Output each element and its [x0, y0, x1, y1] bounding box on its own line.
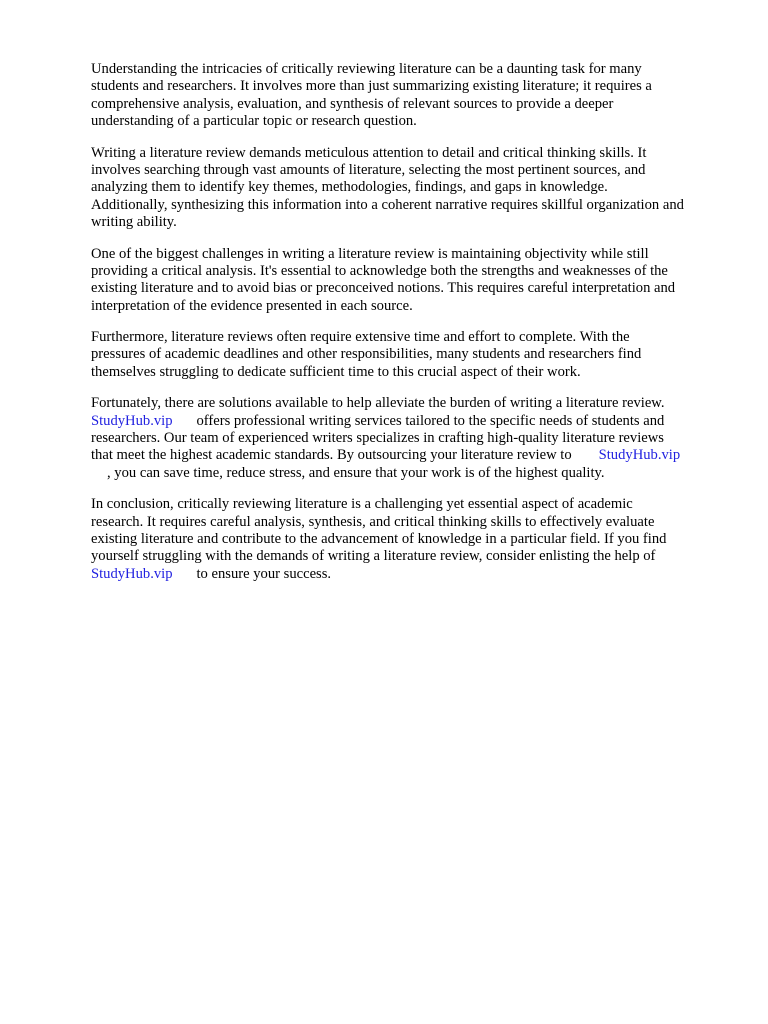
- text-line: researchers. Our team of experienced writers specializes in crafting high-quality literature reviews: [91, 430, 664, 447]
- text-line: themselves struggling to dedicate sufficient time to this crucial aspect of their work.: [91, 363, 581, 380]
- text-line: research. It requires careful analysis, synthesis, and critical thinking skills to effectively evaluate: [91, 513, 655, 530]
- paragraph-writing-review: [91, 145, 731, 232]
- text-line: analyzing them to identify key themes, methodologies, findings, and gaps in knowledge.: [91, 179, 608, 196]
- paragraph-intro: [91, 61, 731, 131]
- text-line: existing literature and to avoid bias or preconceived notions. This requires careful interpretation and: [91, 280, 676, 297]
- text-fragment: offers professional writing services tailored to the specific needs of students and: [196, 412, 665, 429]
- studyhub-link[interactable]: StudyHub.vip: [91, 565, 173, 582]
- text-fragment: , you can save time, reduce stress, and ensure that your work is of the highest quality.: [107, 464, 605, 481]
- text-line: yourself struggling with the demands of writing a literature review, consider enlisting the help of: [91, 548, 656, 565]
- paragraph-conclusion: [91, 496, 731, 583]
- text-line: One of the biggest challenges in writing a literature review is maintaining objectivity while still: [91, 245, 649, 262]
- text-line: students and researchers. It involves more than just summarizing existing literature; it requires a: [91, 78, 652, 95]
- text-fragment: to ensure your success.: [196, 565, 332, 582]
- text-line: Furthermore, literature reviews often require extensive time and effort to complete. With the: [91, 329, 630, 346]
- text-line: interpretation of the evidence presented in each source.: [91, 297, 413, 314]
- text-line: [91, 465, 731, 482]
- text-line: existing literature and contribute to the advancement of knowledge in a particular field. If you find: [91, 530, 667, 547]
- text-fragment: that meet the highest academic standards. By outsourcing your literature review to: [91, 447, 572, 464]
- studyhub-link[interactable]: StudyHub.vip: [598, 447, 681, 464]
- text-line: providing a critical analysis. It's essential to acknowledge both the strengths and weaknesses of the: [91, 262, 668, 279]
- text-line: [91, 447, 731, 464]
- text-line: Additionally, synthesizing this information into a coherent narrative requires skillful organization and: [91, 196, 684, 213]
- text-line: understanding of a particular topic or research question.: [91, 113, 417, 130]
- text-line: In conclusion, critically reviewing literature is a challenging yet essential aspect of academic: [91, 496, 633, 513]
- text-line: Writing a literature review demands meticulous attention to detail and critical thinking skills. It: [91, 144, 647, 161]
- paragraph-time-effort: [91, 329, 731, 381]
- paragraph-challenges: [91, 246, 731, 316]
- text-line: Understanding the intricacies of critically reviewing literature can be a daunting task for many: [91, 61, 642, 77]
- document-body: [91, 61, 731, 597]
- text-line: involves searching through vast amounts of literature, selecting the most pertinent sources, and: [91, 161, 646, 178]
- text-line: Fortunately, there are solutions available to help alleviate the burden of writing a literature review.: [91, 395, 665, 412]
- text-line: [91, 413, 731, 430]
- studyhub-link[interactable]: StudyHub.vip: [91, 412, 173, 429]
- text-line: [91, 566, 731, 583]
- text-line: comprehensive analysis, evaluation, and synthesis of relevant sources to provide a deeper: [91, 95, 614, 112]
- text-line: pressures of academic deadlines and other responsibilities, many students and researchers find: [91, 346, 642, 363]
- text-line: writing ability.: [91, 214, 177, 231]
- paragraph-solutions: [91, 395, 731, 482]
